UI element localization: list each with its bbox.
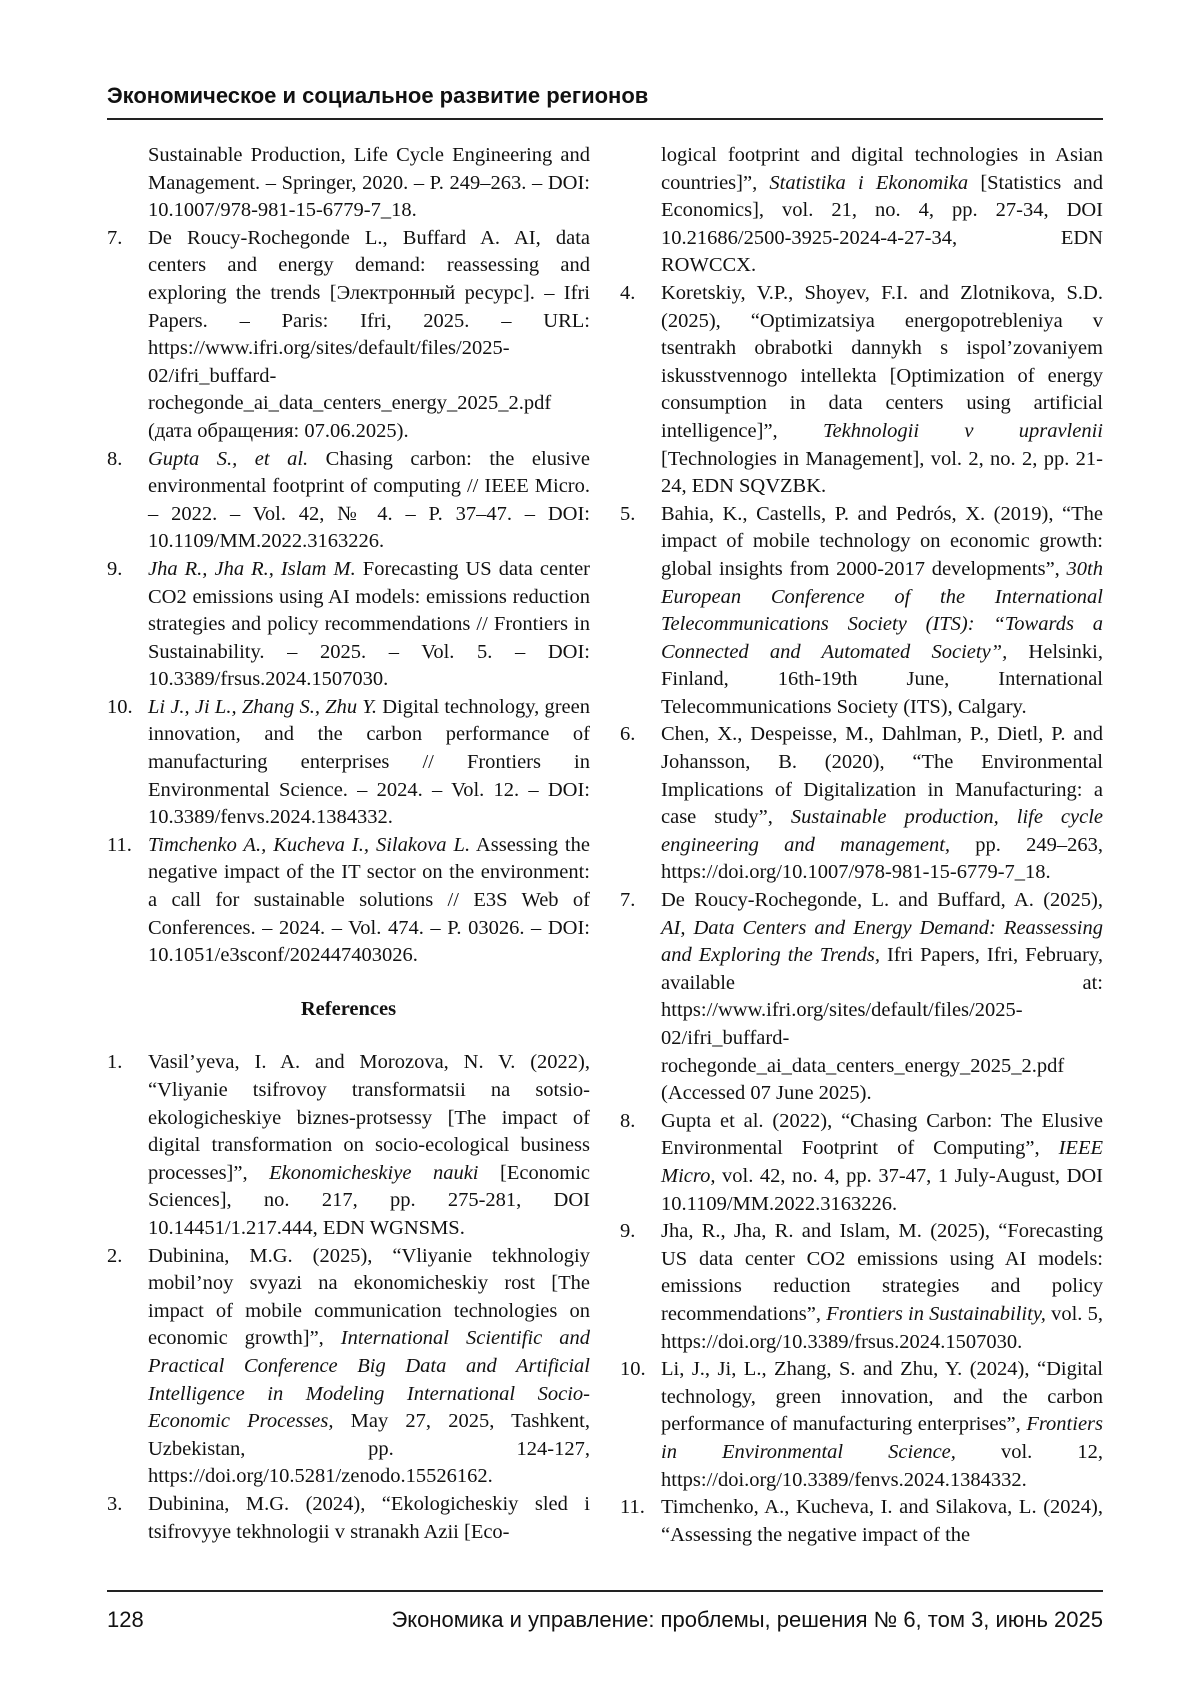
item-text (148, 1491, 590, 1546)
list-item (107, 1491, 590, 1546)
item-body: Gupta et al. (2022), “Chasing Carbon: The Elusive Environmental Footprint of Computing”, (661, 1109, 1103, 1160)
item-number: 2. (107, 1244, 123, 1267)
list-item (107, 694, 590, 832)
item-body: Digital technology, green innovation, and the carbon performance of manufacturing enterprises // Frontiers in Environmental Science. – 2024. – Vol. 12. – DOI: 10.3389/fenvs.2024.1384332. (148, 695, 591, 829)
item-number: 11. (620, 1496, 645, 1519)
page-footer (107, 1606, 1103, 1634)
item-body: logical footprint and digital technologies in Asian countries]”, (661, 144, 1103, 194)
item-number: 4. (620, 281, 636, 304)
item-text (148, 446, 590, 556)
item-number: 6. (620, 723, 636, 746)
item-body: Dubinina, M.G. (2024), “Ekologicheskiy sled i tsifrovyye tekhnologii v stranakh Azii [Eco- (148, 1492, 590, 1543)
item-body: Assessing the negative impact of the IT sector on the environment: a call for sustainable solutions // E3S Web of Conferences. – 2024. – Vol. 474. – P. 03026. – DOI: 10.1051/e3sconf/202447403026. (148, 833, 590, 967)
item-text (661, 1494, 1103, 1549)
item-source: IEEE Micro, (661, 1137, 1103, 1187)
item-tail: [Technologies in Management], vol. 2, no. 2, pp. 21-24, EDN SQVZBK. (661, 447, 1103, 498)
item-body: De Roucy-Rochegonde, L. and Buffard, A. (2025), (661, 889, 1103, 912)
reference-continuation (620, 142, 1103, 280)
item-source: 30th European Conference of the International Telecommunications Society (ITS): “Towards a Connected and Automated Society”, (661, 557, 1103, 663)
footer-divider (107, 1590, 1103, 1592)
item-text (148, 832, 590, 970)
item-tail: [Statistics and Economics], vol. 21, no. 4, pp. 27-34, DOI 10.21686/2500-3925-2024-4-27-34, EDN ROWCCX. (661, 171, 1103, 277)
item-authors: Jha R., Jha R., Islam M. (148, 557, 356, 580)
reference-continuation: Sustainable Production, Life Cycle Engineering and Management. – Springer, 2020. – P. 249–263. – DOI: 10.1007/978-981-15-6779-7_18. (148, 144, 590, 222)
item-body: Jha, R., Jha, R. and Islam, M. (2025), “Forecasting US data center CO2 emissions using AI models: emissions reduction strategies and policy recommendations”, (661, 1220, 1103, 1325)
item-text (661, 887, 1103, 1108)
item-text (148, 225, 590, 446)
item-text (148, 1243, 590, 1491)
list-item (620, 1356, 1103, 1494)
item-body: Bahia, K., Castells, P. and Pedrós, X. (2019), “The impact of mobile technology on economic growth: global insights from 2000-2017 developments”, (661, 502, 1103, 580)
item-number: 3. (107, 1492, 123, 1515)
left-column (107, 142, 590, 1546)
item-tail: vol. 42, no. 4, pp. 37-47, 1 July-August, DOI 10.1109/MM.2022.3163226. (661, 1164, 1103, 1215)
item-source: Frontiers in Sustainability, (826, 1302, 1046, 1325)
item-number: 7. (620, 889, 636, 912)
item-source: Frontiers in Environmental Science, (661, 1413, 1103, 1463)
item-body: Li, J., Ji, L., Zhang, S. and Zhu, Y. (2024), “Digital technology, green innovation, and the carbon performance of manufacturing enterprises”, (661, 1358, 1103, 1436)
list-item (620, 501, 1103, 722)
item-body: Dubinina, M.G. (2025), “Vliyanie tekhnologiy mobil’noy svyazi na ekonomicheskiy rost [The impact of mobile communication technologies on economic growth]”, (148, 1244, 590, 1350)
right-column (620, 142, 1103, 1549)
item-text (661, 1108, 1103, 1218)
item-text (148, 694, 590, 832)
list-item (107, 1243, 590, 1491)
item-source: International Scientific and Practical Conference Big Data and Artificial Intelligence in Modeling International Socio-Economic Processes, (148, 1327, 590, 1433)
item-number: 10. (107, 695, 133, 718)
item-source: Statistika i Ekonomika (769, 171, 969, 194)
item-number: 7. (107, 226, 123, 249)
item-number: 9. (620, 1220, 636, 1243)
list-item (620, 280, 1103, 501)
list-item (107, 1049, 590, 1242)
item-tail: [Economic Sciences], no. 217, pp. 275-281, DOI 10.14451/1.217.444, EDN WGNSMS. (148, 1161, 590, 1239)
item-number: 1. (107, 1051, 123, 1074)
item-body: Koretskiy, V.P., Shoyev, F.I. and Zlotnikova, S.D. (2025), “Optimizatsiya energopotrebleniya v tsentrakh obrabotki dannykh s ispol’zovaniyem iskusstvennogo intellekta [Optimization of energy consumption in data centers using artificial intelligence]”, (661, 281, 1103, 442)
item-text (661, 280, 1103, 501)
item-body: De Roucy-Rochegonde L., Buffard A. AI, data centers and energy demand: reassessing and exploring the trends [Электронный ресурс]. – Ifri Papers. – Paris: Ifri, 2025. – URL: https://www.ifri.org/sites/default/files/2025-02/ifri_buffard-rochegonde_ai_data_centers_energy_2025_2.pdf (дата обращения: 07.06.2025). (148, 226, 590, 442)
item-body: Chen, X., Despeisse, M., Dahlman, P., Dietl, P. and Johansson, B. (2020), “The Environmental Implications of Digitalization in Manufacturing: a case study”, (661, 723, 1103, 829)
list-item (620, 1494, 1103, 1549)
item-number: 8. (107, 447, 123, 470)
item-number: 11. (107, 833, 132, 856)
running-header: Экономическое и социальное развитие регионов (107, 82, 1103, 120)
item-text (661, 721, 1103, 887)
item-authors: Timchenko A., Kucheva I., Silakova L. (148, 833, 471, 856)
list-item (107, 556, 590, 694)
item-text (661, 1218, 1103, 1356)
item-body: Forecasting US data center CO2 emissions using AI models: emissions reduction strategies and policy recommendations // Frontiers in Sustainability. – 2025. – Vol. 5. – DOI: 10.3389/frsus.2024.1507030. (148, 557, 591, 691)
item-source: Tekhnologii v upravlenii (822, 419, 1103, 442)
item-text (661, 501, 1103, 722)
list-item (620, 1108, 1103, 1218)
references-heading: References (300, 997, 397, 1020)
item-tail: May 27, 2025, Tashkent, Uzbekistan, pp. 124-127, https://doi.org/10.5281/zenodo.15526162. (148, 1410, 590, 1488)
item-text (661, 1356, 1103, 1494)
item-source: Sustainable production, life cycle engineering and management, (661, 806, 1103, 856)
item-number: 9. (107, 557, 123, 580)
item-text (148, 556, 590, 694)
item-number: 8. (620, 1109, 636, 1132)
item-tail: Ifri Papers, Ifri, February, available at: https://www.ifri.org/sites/default/files/2025-02/ifri_buffard-rochegonde_ai_data_centers_energy_2025_2.pdf (Accessed 07 June 2025). (661, 944, 1103, 1105)
item-tail: Helsinki, Finland, 16th-19th June, International Telecommunications Society (ITS), Calgary. (661, 640, 1104, 718)
item-authors: Gupta S., et al. (148, 447, 309, 470)
list-item (107, 225, 590, 446)
list-item (107, 446, 590, 556)
journal-title: Экономика и управление: проблемы, решения № 6, том 3, июнь 2025 (391, 1607, 1103, 1632)
item-authors: Li J., Ji L., Zhang S., Zhu Y. (148, 695, 377, 718)
item-tail: vol. 5, https://doi.org/10.3389/frsus.2024.1507030. (661, 1302, 1103, 1353)
list-item (107, 832, 590, 970)
item-number: 5. (620, 502, 636, 525)
list-item (620, 887, 1103, 1108)
item-body: Vasil’yeva, I. A. and Morozova, N. V. (2022), “Vliyanie tsifrovoy transformatsii na sotsio-ekologicheskiye biznes-protsessy [The impact of digital transformation on socio-ecological business processes]”, (148, 1051, 590, 1184)
item-body: Chasing carbon: the elusive environmental footprint of computing // IEEE Micro. – 2022. – Vol. 42, № 4. – P. 37–47. – DOI: 10.1109/MM.2022.3163226. (148, 447, 590, 553)
item-number: 10. (620, 1358, 646, 1381)
list-item (620, 1218, 1103, 1356)
item-tail: vol. 12, https://doi.org/10.3389/fenvs.2024.1384332. (661, 1440, 1103, 1491)
page-number: 128 (107, 1607, 144, 1632)
list-item (620, 721, 1103, 887)
item-body: Timchenko, A., Kucheva, I. and Silakova, L. (2024), “Assessing the negative impact of the (661, 1496, 1103, 1546)
item-text (148, 1049, 590, 1242)
item-source: AI, Data Centers and Energy Demand: Reassessing and Exploring the Trends, (661, 916, 1103, 967)
item-tail: pp. 249–263, https://doi.org/10.1007/978-981-15-6779-7_18. (661, 833, 1104, 884)
item-source: Ekonomicheskiye nauki (269, 1161, 479, 1184)
